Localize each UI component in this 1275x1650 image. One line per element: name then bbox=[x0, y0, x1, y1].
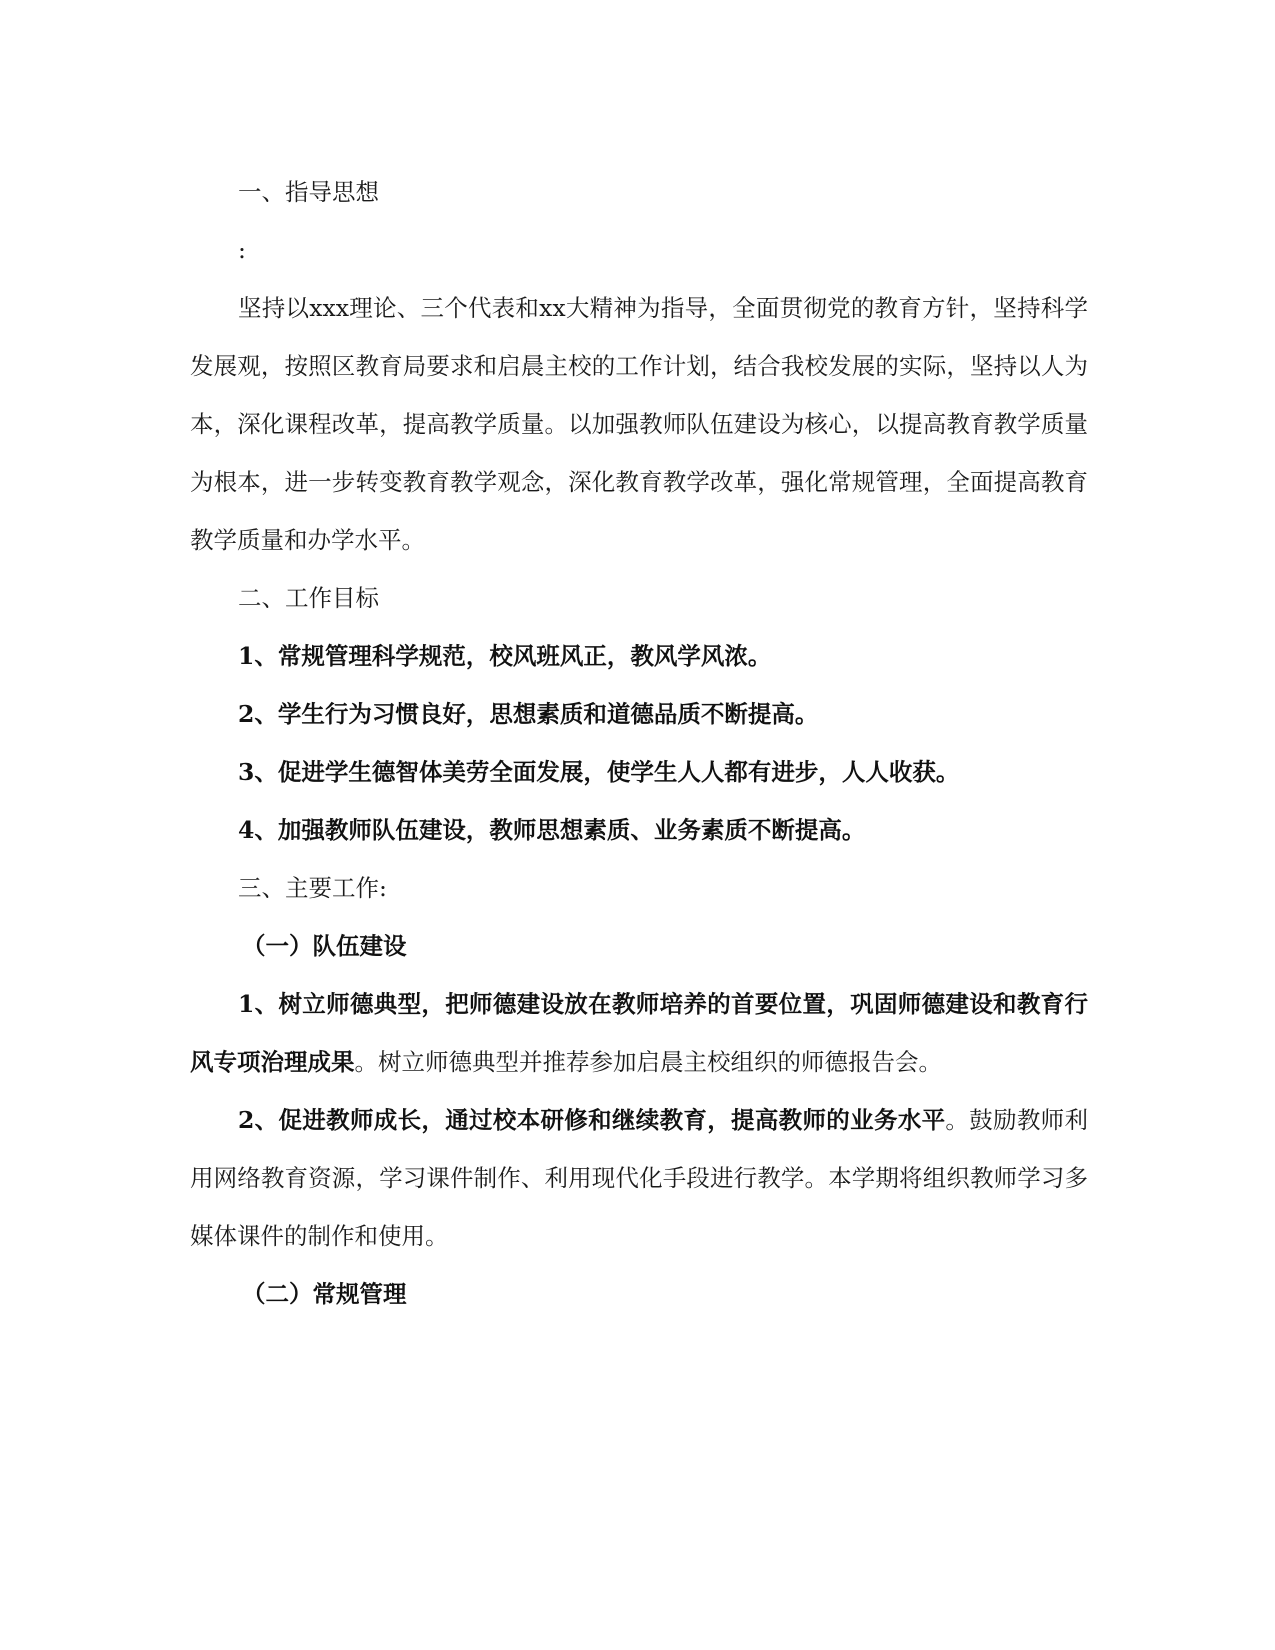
section-heading-work-goals: 二、工作目标 bbox=[238, 584, 379, 612]
sub-heading-routine-management: （二）常规管理 bbox=[242, 1280, 407, 1308]
item-2-bold-text: 2、促进教师成长，通过校本研修和继续教育，提高教师的业务水平 bbox=[238, 1106, 946, 1134]
team-building-item-1 bbox=[190, 975, 1088, 1091]
item-2-regular-text: 。鼓励教师利用网络教育资源，学习课件制作、利用现代化手段进行教学。本学期将组织教师学习多媒体课件的制作和使用。 bbox=[190, 1106, 1088, 1250]
team-building-item-2 bbox=[190, 1091, 1088, 1265]
colon-line: : bbox=[238, 236, 246, 264]
goal-item-4: 4、加强教师队伍建设，教师思想素质、业务素质不断提高。 bbox=[238, 816, 866, 844]
item-1-bold-text: 1、树立师德典型，把师德建设放在教师培养的首要位置，巩固师德建设和教育行风专项治理成果 bbox=[190, 990, 1088, 1076]
guiding-ideology-paragraph: 坚持以xxx理论、三个代表和xx大精神为指导，全面贯彻党的教育方针，坚持科学发展观，按照区教育局要求和启晨主校的工作计划，结合我校发展的实际，坚持以人为本，深化课程改革，提高教学质量。以加强教师队伍建设为核心，以提高教育教学质量为根本，进一步转变教育教学观念，深化教育教学改革，强化常规管理，全面提高教育教学质量和办学水平。 bbox=[190, 294, 1088, 554]
document-body bbox=[190, 163, 1088, 1323]
item-1-regular-text: 。树立师德典型并推荐参加启晨主校组织的师德报告会。 bbox=[354, 1048, 942, 1076]
goal-item-1: 1、常规管理科学规范，校风班风正，教风学风浓。 bbox=[238, 642, 772, 670]
goal-item-2: 2、学生行为习惯良好，思想素质和道德品质不断提高。 bbox=[238, 700, 819, 728]
goal-item-3: 3、促进学生德智体美劳全面发展，使学生人人都有进步，人人收获。 bbox=[238, 758, 960, 786]
sub-heading-team-building: （一）队伍建设 bbox=[242, 932, 407, 960]
section-heading-main-work: 三、主要工作: bbox=[238, 874, 387, 902]
section-heading-guiding-ideology: 一、指导思想 bbox=[238, 178, 379, 206]
